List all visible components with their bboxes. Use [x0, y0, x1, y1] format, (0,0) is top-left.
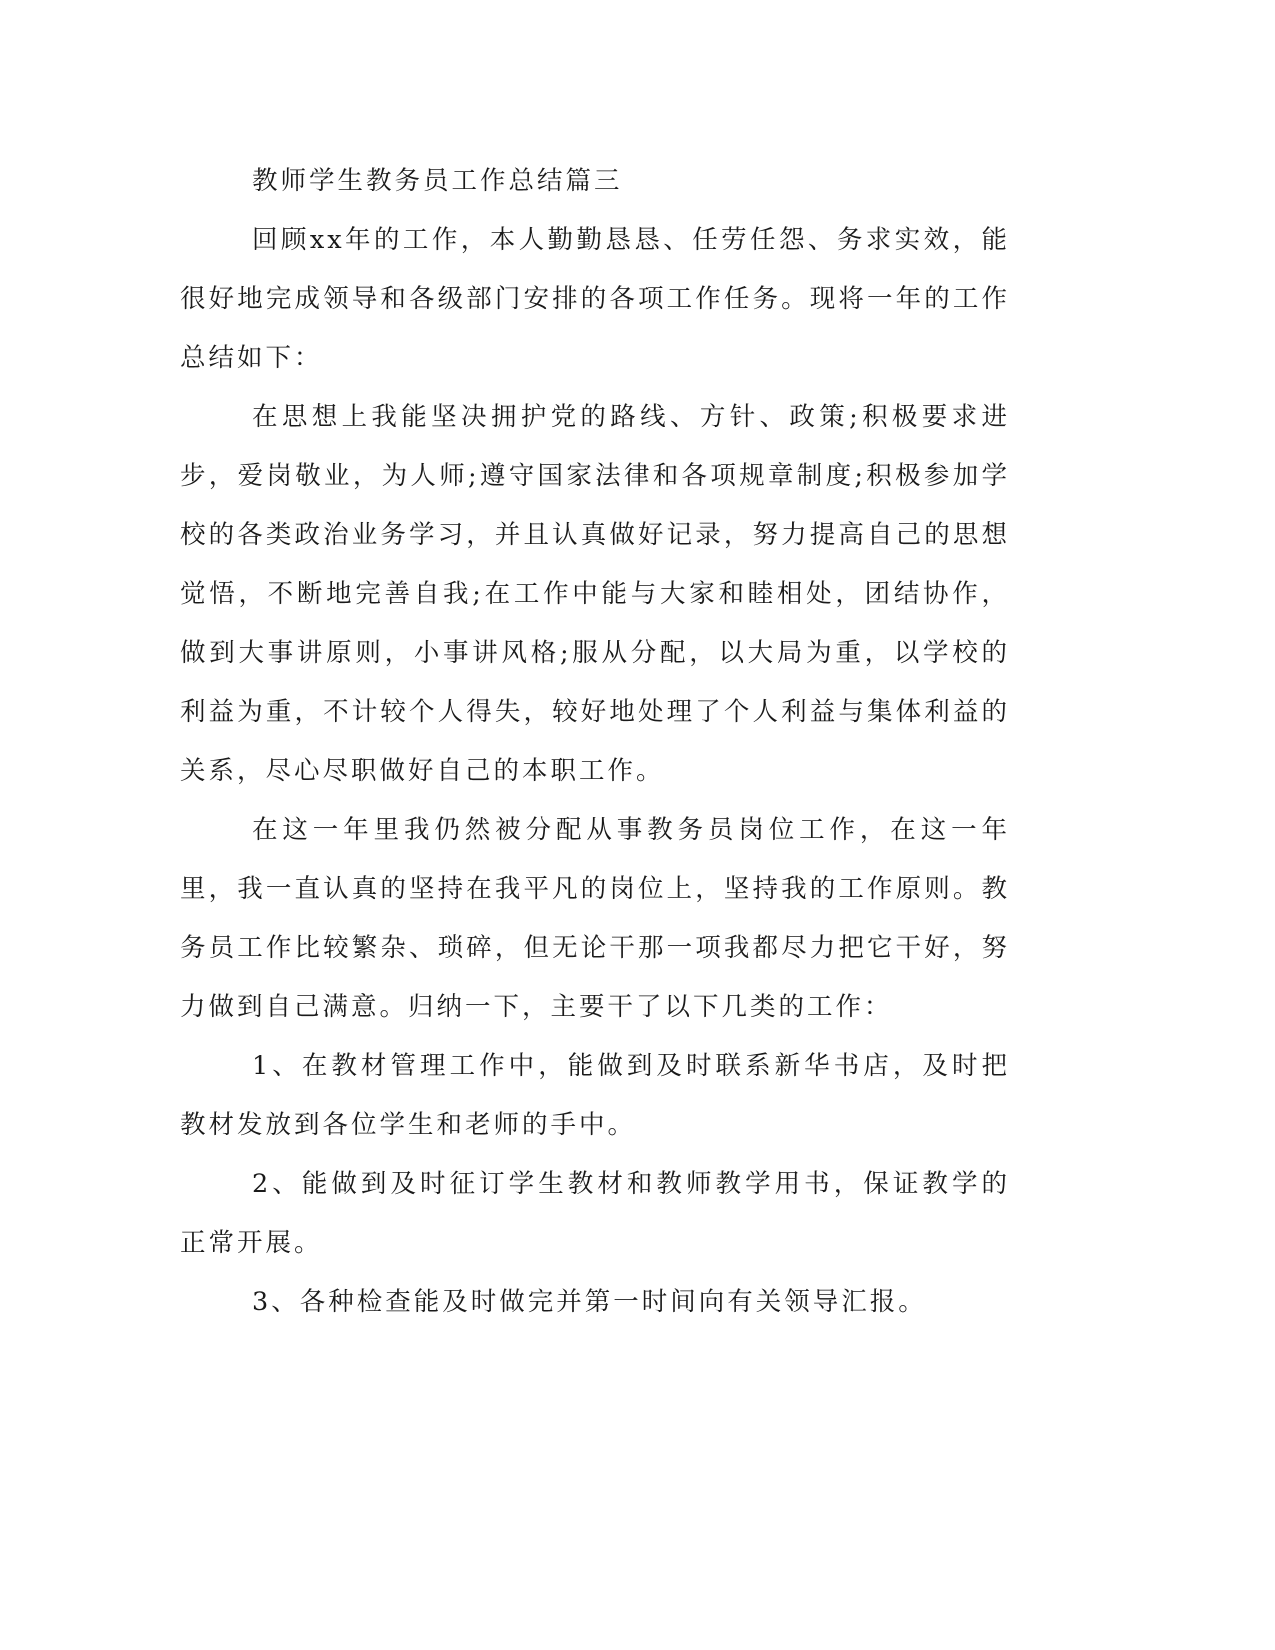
paragraph-item-3: 3、各种检查能及时做完并第一时间向有关领导汇报。	[252, 1287, 927, 1317]
paragraph-item-2: 2、能做到及时征订学生教材和教师教学用书，保证教学的正常开展。	[180, 1169, 1010, 1258]
paragraph-item-1: 1、在教材管理工作中，能做到及时联系新华书店，及时把教材发放到各位学生和老师的手中。	[180, 1051, 1010, 1140]
paragraph-ideology: 在思想上我能坚决拥护党的路线、方针、政策;积极要求进步，爱岗敬业，为人师;遵守国家法律和各项规章制度;积极参加学校的各类政治业务学习，并且认真做好记录，努力提高自己的思想觉悟，不断地完善自我;在工作中能与大家和睦相处，团结协作，做到大事讲原则，小事讲风格;服从分配，以大局为重，以学校的利益为重，不计较个人得失，较好地处理了个人利益与集体利益的关系，尽心尽职做好自己的本职工作。	[180, 402, 1010, 786]
paragraph-role: 在这一年里我仍然被分配从事教务员岗位工作，在这一年里，我一直认真的坚持在我平凡的岗位上，坚持我的工作原则。教务员工作比较繁杂、琐碎，但无论干那一项我都尽力把它干好，努力做到自己满意。归纳一下，主要干了以下几类的工作：	[180, 815, 1010, 1022]
document-title: 教师学生教务员工作总结篇三	[252, 166, 623, 196]
document-body	[180, 152, 1010, 1332]
paragraph-review: 回顾xx年的工作，本人勤勤恳恳、任劳任怨、务求实效，能很好地完成领导和各级部门安排的各项工作任务。现将一年的工作总结如下：	[180, 225, 1010, 373]
